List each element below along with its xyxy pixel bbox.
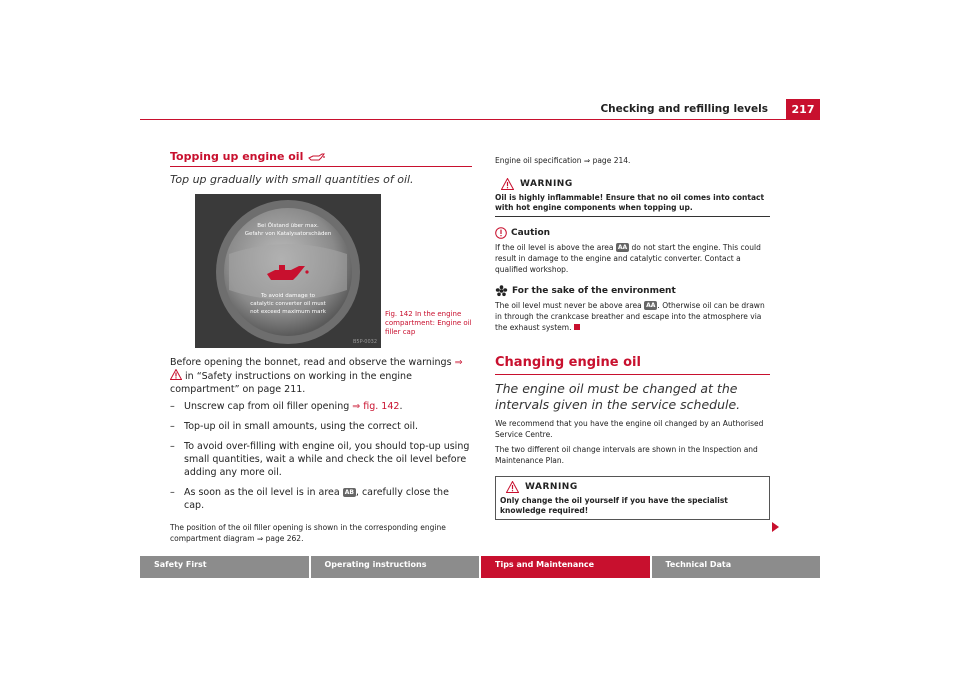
warning-text: Oil is highly inflammable! Ensure that no oil comes into contact with hot engine components when topping up.	[495, 193, 765, 212]
steps-list	[170, 400, 472, 512]
figure-caption: Fig. 142 In the engine compartment: Engine oil filler cap	[385, 310, 472, 336]
caution-title: Caution	[495, 227, 770, 239]
oil-spec-line: Engine oil specification ⇒ page 214.	[495, 156, 631, 165]
warning-triangle-icon	[170, 369, 182, 380]
section-end-mark	[574, 324, 580, 330]
figure-142	[170, 194, 472, 351]
warning-title: WARNING	[495, 178, 770, 190]
intro-paragraph: Before opening the bonnet, read and observe the warnings ⇒ in “Safety instructions on working in the engine compartment” on page 211.	[170, 357, 463, 395]
area-badge: AB	[344, 489, 354, 496]
right-column	[495, 155, 770, 520]
list-item: – Top-up oil in small amounts, using the correct oil.	[170, 421, 418, 432]
recommend-paragraph: We recommend that you have the engine oil changed by an Authorised Service Centre.	[495, 419, 764, 439]
oil-filler-cap-drawing	[195, 194, 381, 348]
warning-text: Only change the oil yourself if you have the specialist knowledge required!	[500, 496, 728, 515]
oil-filler-cap-image	[195, 194, 381, 348]
footer-nav	[140, 556, 820, 578]
list-item: – As soon as the oil level is in area AB , carefully close the cap.	[170, 487, 449, 511]
warning-triangle-icon	[506, 481, 519, 493]
caution-icon	[495, 227, 507, 239]
page-number: 217	[786, 99, 820, 119]
list-item: – Unscrew cap from oil filler opening ⇒ fig. 142.	[170, 401, 403, 412]
position-note: The position of the oil filler opening is shown in the corresponding engine compartment diagram ⇒ page 262.	[170, 523, 446, 543]
header-rule	[140, 119, 820, 120]
left-body	[170, 356, 472, 544]
area-badge: AA	[646, 302, 656, 309]
section-heading-text: Topping up engine oil	[170, 150, 304, 163]
section-subheading: Top up gradually with small quantities of oil.	[170, 173, 414, 186]
section-heading-topping-up	[170, 150, 472, 167]
fig-ref-link[interactable]: ⇒ fig. 142	[352, 401, 400, 412]
area-badge: AA	[617, 244, 628, 251]
continue-arrow-icon	[772, 522, 779, 532]
intervals-paragraph: The two different oil change intervals are shown in the Inspection and Maintenance Plan.	[495, 445, 758, 465]
oil-can-icon	[307, 152, 325, 162]
section-heading-changing-oil: Changing engine oil	[495, 355, 770, 375]
tab-safety-first[interactable]: Safety First	[140, 556, 309, 578]
section-subheading: The engine oil must be changed at the intervals given in the service schedule.	[495, 381, 741, 412]
environment-text: The oil level must never be above area AA . Otherwise oil can be drawn in through the crankcase breather and escape into the atmosphere via the exhaust system.	[495, 301, 765, 332]
header-title: Checking and refilling levels	[600, 103, 768, 115]
tab-tips-and-maintenance[interactable]: Tips and Maintenance	[481, 556, 650, 578]
tab-technical-data[interactable]: Technical Data	[652, 556, 821, 578]
caution-text: If the oil level is above the area AA do not start the engine. This could result in damage to the engine and catalytic converter. Contact a qualified workshop.	[495, 243, 761, 274]
warning-box-specialist	[495, 476, 770, 520]
environment-title: For the sake of the environment	[495, 285, 770, 297]
figure-code: B5P-0032	[352, 339, 377, 345]
list-item: – To avoid over-filling with engine oil, you should top-up using small quantities, wait a while and check the oil level before adding any more oil.	[170, 441, 470, 478]
cap-text-bottom: To avoid damage to catalytic converter oil must not exceed maximum mark	[250, 293, 326, 315]
warning-box-inflammable	[495, 178, 770, 217]
cap-text-top: Bei Ölstand über max. Gefahr von Katalysatorschäden	[244, 223, 332, 237]
warning-title: WARNING	[500, 481, 765, 493]
warning-triangle-icon	[501, 178, 514, 190]
environment-flower-icon	[495, 285, 508, 297]
left-column	[170, 150, 472, 544]
tab-operating-instructions[interactable]: Operating instructions	[311, 556, 480, 578]
